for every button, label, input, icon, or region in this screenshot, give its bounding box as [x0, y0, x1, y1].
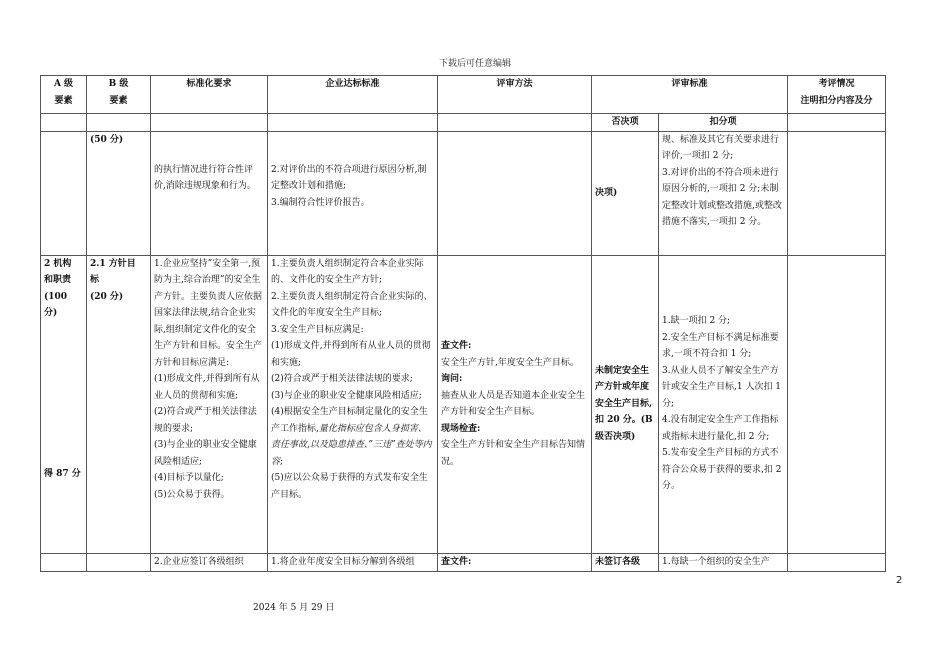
table-row: [41, 553, 886, 571]
header-note: 下载后可任意编辑: [438, 59, 511, 69]
a-score: 得 87 分: [44, 468, 81, 479]
method-cell: 查文件: 安全生产方针,年度安全生产目标。 询问: 抽查从业人员是否知道本企业安全生产方针和安全生产目标。 现场检查: 安全生产方针和安全生产目标告知情况。: [438, 255, 592, 553]
deduct-subheader: 扣分项: [659, 114, 788, 132]
deduct-cell: 1.每缺一个组织的安全生产: [659, 553, 788, 571]
b-level-cell: 2.1 方针目 标 (20 分): [87, 255, 151, 553]
table-header-row: [41, 76, 886, 114]
col-result-header: 考评情况 注明扣分内容及分: [788, 76, 886, 114]
requirement-cell: 2.企业应签订各级组织: [151, 553, 268, 571]
standard-cell: 1.主要负责人组织制定符合本企业实际的、文件化的安全生产方针; 2.主要负责人组织制定符合企业实际的、文件化的年度安全生产目标; 3.安全生产目标应满足: (1)形成文件,并得到所有从业人员的贯彻和实施; (2)符合或严于相关法律法规的要求; (3)与企业的职业安全健康风险相适应; (4)根据安全生产目标制定量化的安全生产工作指标,量化指标应包含人身损害、责任事故,以及隐患排查、”三违”查处等内容; (5)应以公众易于获得的方式发布安全生产目标。: [268, 255, 438, 553]
deduct-cell: 1.缺一项扣 2 分; 2.安全生产目标不满足标准要求,一项不符合扣 1 分; 3.从业人员不了解安全生产方针或安全生产目标,1 人次扣 1 分; 4.没有制定安全生产工作指标或指标未进行量化,扣 2 分; 5.发布安全生产目标的方式不符合公众易于获得的要求,扣 2 分。: [659, 255, 788, 553]
a-level-cell: 2 机构 和职责 (100 分) 得 87 分: [41, 255, 87, 553]
veto-cell: 未签订各级: [592, 553, 659, 571]
col-b-level-header: B 级 要素: [87, 76, 151, 114]
table-subheader-row: [41, 114, 886, 132]
veto-cell: 未制定安全生产方针或年度安全生产目标,扣 20 分。(B 级否决项): [592, 255, 659, 553]
table-row: [41, 255, 886, 553]
requirement-cell: 的执行情况进行符合性评价,消除违规现象和行为。: [151, 131, 268, 255]
method-cell: 查文件:: [438, 553, 592, 571]
table-row: [41, 131, 886, 255]
evaluation-table: [40, 75, 886, 572]
standard-cell: 1.将企业年度安全目标分解到各级组: [268, 553, 438, 571]
b-score: (50 分): [87, 131, 151, 255]
col-enterprise-standard-header: 企业达标标准: [268, 76, 438, 114]
col-a-level-header: A 级 要素: [41, 76, 87, 114]
veto-subheader: 否决项: [592, 114, 659, 132]
col-requirement-header: 标准化要求: [151, 76, 268, 114]
veto-cell: 决项): [592, 131, 659, 255]
deduct-cell: 规、标准及其它有关要求进行评价,一项扣 2 分; 3.对评价出的不符合项未进行原因分析的,一项扣 2 分;未制定整改计划或整改措施,或整改措施不落实,一项扣 2 分。: [659, 131, 788, 255]
standard-cell: 2.对评价出的不符合项进行原因分析,制定整改计划和措施; 3.编制符合性评价报告。: [268, 131, 438, 255]
requirement-cell: 1.企业应坚持”安全第一,预防为主,综合治理”的安全生产方针。主要负责人应依据国家法律法规,结合企业实际,组织制定文件化的安全生产方针和目标。安全生产方针和目标应满足: (1)形成文件,并得到所有从业人员的贯彻和实施; (2)符合或严于相关法律法规的要求; (3)与企业的职业安全健康风险相适应; (4)目标予以量化; (5)公众易于获得。: [151, 255, 268, 553]
col-method-header: 评审方法: [438, 76, 592, 114]
page-number: 2: [896, 575, 903, 586]
col-criteria-header: 评审标准: [592, 76, 788, 114]
footer-date: 2024 年 5 月 29 日: [253, 603, 335, 613]
